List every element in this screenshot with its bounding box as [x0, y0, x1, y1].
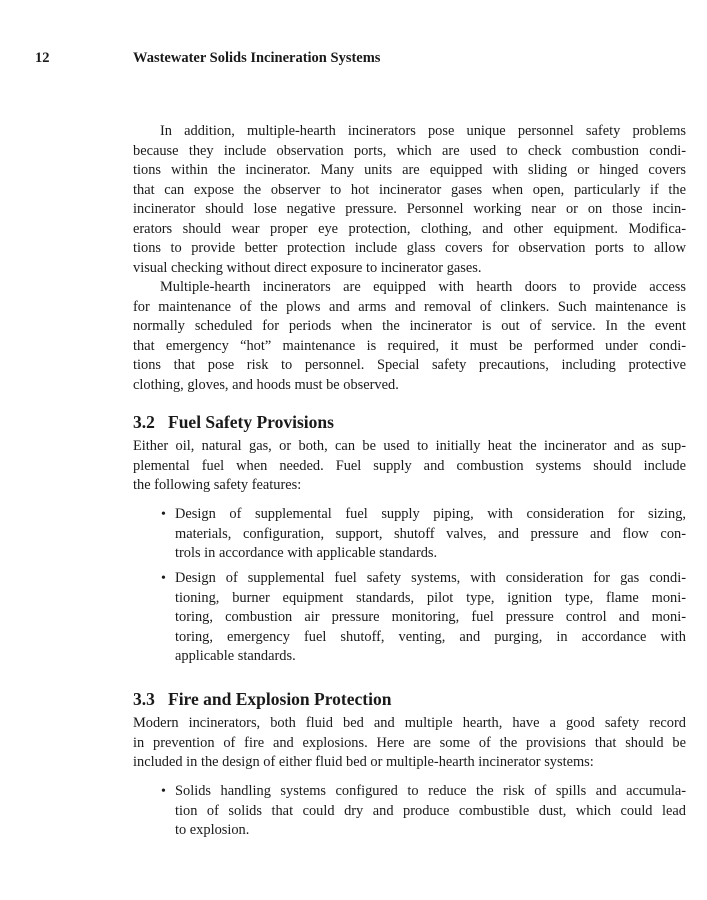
page-number: 12 — [35, 50, 50, 66]
text-line: applicable standards. — [175, 648, 296, 664]
section-title: Fuel Safety Provisions — [168, 412, 334, 432]
text-line: incinerator should lose negative pressure. Personnel working near or on those incin- — [133, 201, 686, 217]
section-title: Fire and Explosion Protection — [168, 689, 392, 709]
text-line: Design of supplemental fuel safety systems, with consideration for gas condi- — [175, 570, 686, 586]
text-line: Either oil, natural gas, or both, can be used to initially heat the incinerator and as sup- — [133, 438, 686, 454]
text-line: normally scheduled for periods when the incinerator is out of service. In the event — [133, 318, 686, 334]
paragraph — [133, 714, 686, 773]
text-line: to explosion. — [175, 822, 250, 838]
text-line: tioning, burner equipment standards, pilot type, ignition type, flame moni- — [175, 589, 686, 606]
section-number: 3.2 — [133, 412, 155, 432]
text-line: clothing, gloves, and hoods must be observed. — [133, 376, 399, 393]
bullet-icon: • — [161, 507, 166, 522]
section-number: 3.3 — [133, 689, 155, 709]
text-line: plemental fuel when needed. Fuel supply and combustion systems should include — [133, 457, 686, 474]
text-line: for maintenance of the plows and arms and removal of clinkers. Such maintenance is — [133, 298, 686, 315]
text-line: tions within the incinerator. Many units are equipped with sliding or hinged covers — [133, 162, 686, 178]
text-line: Multiple-hearth incinerators are equipped with hearth doors to provide access — [160, 279, 686, 295]
section-heading-3-2 — [133, 411, 334, 433]
text-line: toring, emergency fuel shutoff, venting, and purging, in accordance with — [175, 628, 686, 645]
text-line: tions that pose risk to personnel. Special safety precautions, including protective — [133, 357, 686, 373]
text-line: toring, combustion air pressure monitoring, fuel pressure control and moni- — [175, 609, 686, 625]
text-line: that emergency “hot” maintenance is required, it must be performed under condi- — [133, 337, 686, 354]
text-line: In addition, multiple-hearth incinerators pose unique personnel safety problems — [160, 123, 686, 139]
text-line: Design of supplemental fuel supply piping, with consideration for sizing, — [175, 506, 686, 522]
text-line: visual checking without direct exposure to incinerator gases. — [133, 259, 482, 276]
bullet-icon: • — [161, 784, 166, 799]
text-line: included in the design of either fluid bed or multiple-hearth incinerator systems: — [133, 754, 594, 770]
text-line: Solids handling systems configured to reduce the risk of spills and accumula- — [175, 783, 686, 799]
text-line: in prevention of fire and explosions. Here are some of the provisions that should be — [133, 734, 686, 751]
text-line: trols in accordance with applicable standards. — [175, 545, 438, 561]
text-line: materials, configuration, support, shutoff valves, and pressure and flow con- — [175, 525, 686, 542]
bullet-item — [161, 569, 686, 667]
running-title: Wastewater Solids Incineration Systems — [133, 50, 381, 66]
text-line: because they include observation ports, which are used to check combustion condi- — [133, 142, 686, 159]
text-line: erators should wear proper eye protection, clothing, and other equipment. Modifica- — [133, 220, 686, 237]
text-line: the following safety features: — [133, 477, 302, 493]
text-line: tions to provide better protection include glass covers for observation ports to allow — [133, 240, 686, 256]
paragraph — [133, 278, 686, 395]
bullet-item — [161, 505, 686, 564]
text-line: Modern incinerators, both fluid bed and multiple hearth, have a good safety record — [133, 715, 686, 731]
section-heading-3-3 — [133, 688, 391, 710]
paragraph — [133, 437, 686, 496]
paragraph — [133, 122, 686, 278]
text-line: that can expose the observer to hot incinerator gases when open, particularly if the — [133, 181, 686, 198]
bullet-icon: • — [161, 571, 166, 586]
bullet-item — [161, 782, 686, 841]
text-line: tion of solids that could dry and produce combustible dust, which could lead — [175, 802, 686, 819]
